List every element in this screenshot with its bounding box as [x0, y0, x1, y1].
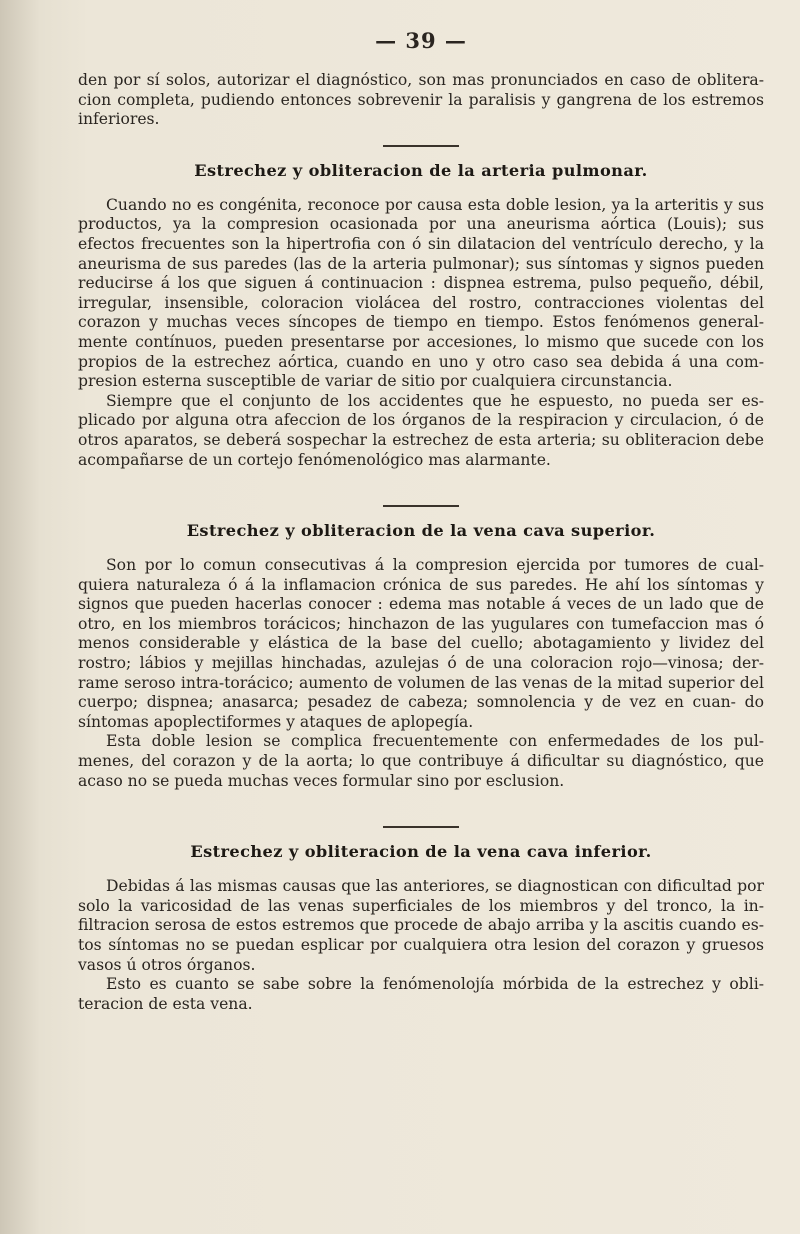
- section-heading: Estrechez y obliteracion de la vena cava superior.: [186, 521, 656, 541]
- body-paragraph: Son por lo comun consecutivas á la compresion ejercida por tumores de cual- quiera naturaleza ó á la inflamacion crónica de sus paredes. He ahí los síntomas y signos que pueden hacerlas conocer : edema mas notable á veces de un lado que de otro, en los miembros torácicos; hinchazon de las yugulares con tumefaccion mas ó menos considerable y elástica de la base del cuello; abotagamiento y lividez del rostro; lábios y mejillas hinchadas, azulejas ó de una coloracion rojo—vinosa; der- rame seroso intra-torácico; aumento de volumen de las venas de la mitad superior del cuerpo; dispnea; anasarca; pesadez de cabeza; somnolencia y de vez en cuan- do síntomas apoplectiformes y ataques de aplopegía.: [78, 556, 764, 731]
- body-paragraph: Esto es cuanto se sabe sobre la fenómenolojía mórbida de la estrechez y obli- teracion de esta vena.: [78, 975, 764, 1013]
- section-divider: [383, 505, 459, 507]
- section-heading: Estrechez y obliteracion de la vena cava inferior.: [190, 842, 652, 862]
- page-number: — 39 —: [375, 28, 467, 53]
- body-paragraph: Cuando no es congénita, reconoce por causa esta doble lesion, ya la arteritis y sus productos, ya la compresion ocasionada por una aneurisma aórtica (Louis); sus efectos frecuentes son la hipertrofia con ó sin dilatacion del ventrículo derecho, y la aneurisma de sus paredes (las de la arteria pulmonar); sus síntomas y signos pueden reducirse á los que siguen á continuacion : dispnea estrema, pulso pequeño, débil, irregular, insensible, coloracion violácea del rostro, contracciones violentas del corazon y muchas veces síncopes de tiempo en tiempo. Estos fenómenos general- mente contínuos, pueden presentarse por accesiones, lo mismo que sucede con los propios de la estrechez aórtica, cuando en uno y otro caso sea debida á una com- presion esterna susceptible de variar de sitio por cualquiera circunstancia.: [78, 195, 764, 391]
- section-divider: [383, 826, 459, 828]
- intro-paragraph: den por sí solos, autorizar el diagnóstico, son mas pronunciados en caso de oblitera- cion completa, pudiendo entonces sobrevenir la paralisis y gangrena de los estremos inferiores.: [78, 71, 764, 129]
- body-paragraph: Siempre que el conjunto de los accidentes que he espuesto, no pueda ser es- plicado por alguna otra afeccion de los órganos de la respiracion y circulacion, ó de otros aparatos, se deberá sospechar la estrechez de esta arteria; su obliteracion debe acompañarse de un cortejo fenómenológico mas alarmante.: [78, 391, 764, 469]
- body-paragraph: Esta doble lesion se complica frecuentemente con enfermedades de los pul- menes, del corazon y de la aorta; lo que contribuye á dificultar su diagnóstico, que acaso no se pueda muchas veces formular sino por esclusion.: [78, 732, 764, 790]
- body-paragraph: Debidas á las mismas causas que las anteriores, se diagnostican con dificultad por solo la varicosidad de las venas superficiales de los miembros y del tronco, la in- filtracion serosa de estos estremos que procede de abajo arriba y la ascitis cuando es- tos síntomas no se puedan esplicar por cualquiera otra lesion del corazon y gruesos vasos ú otros órganos.: [78, 877, 764, 974]
- section-divider: [383, 145, 459, 147]
- section-heading: Estrechez y obliteracion de la arteria pulmonar.: [194, 160, 648, 180]
